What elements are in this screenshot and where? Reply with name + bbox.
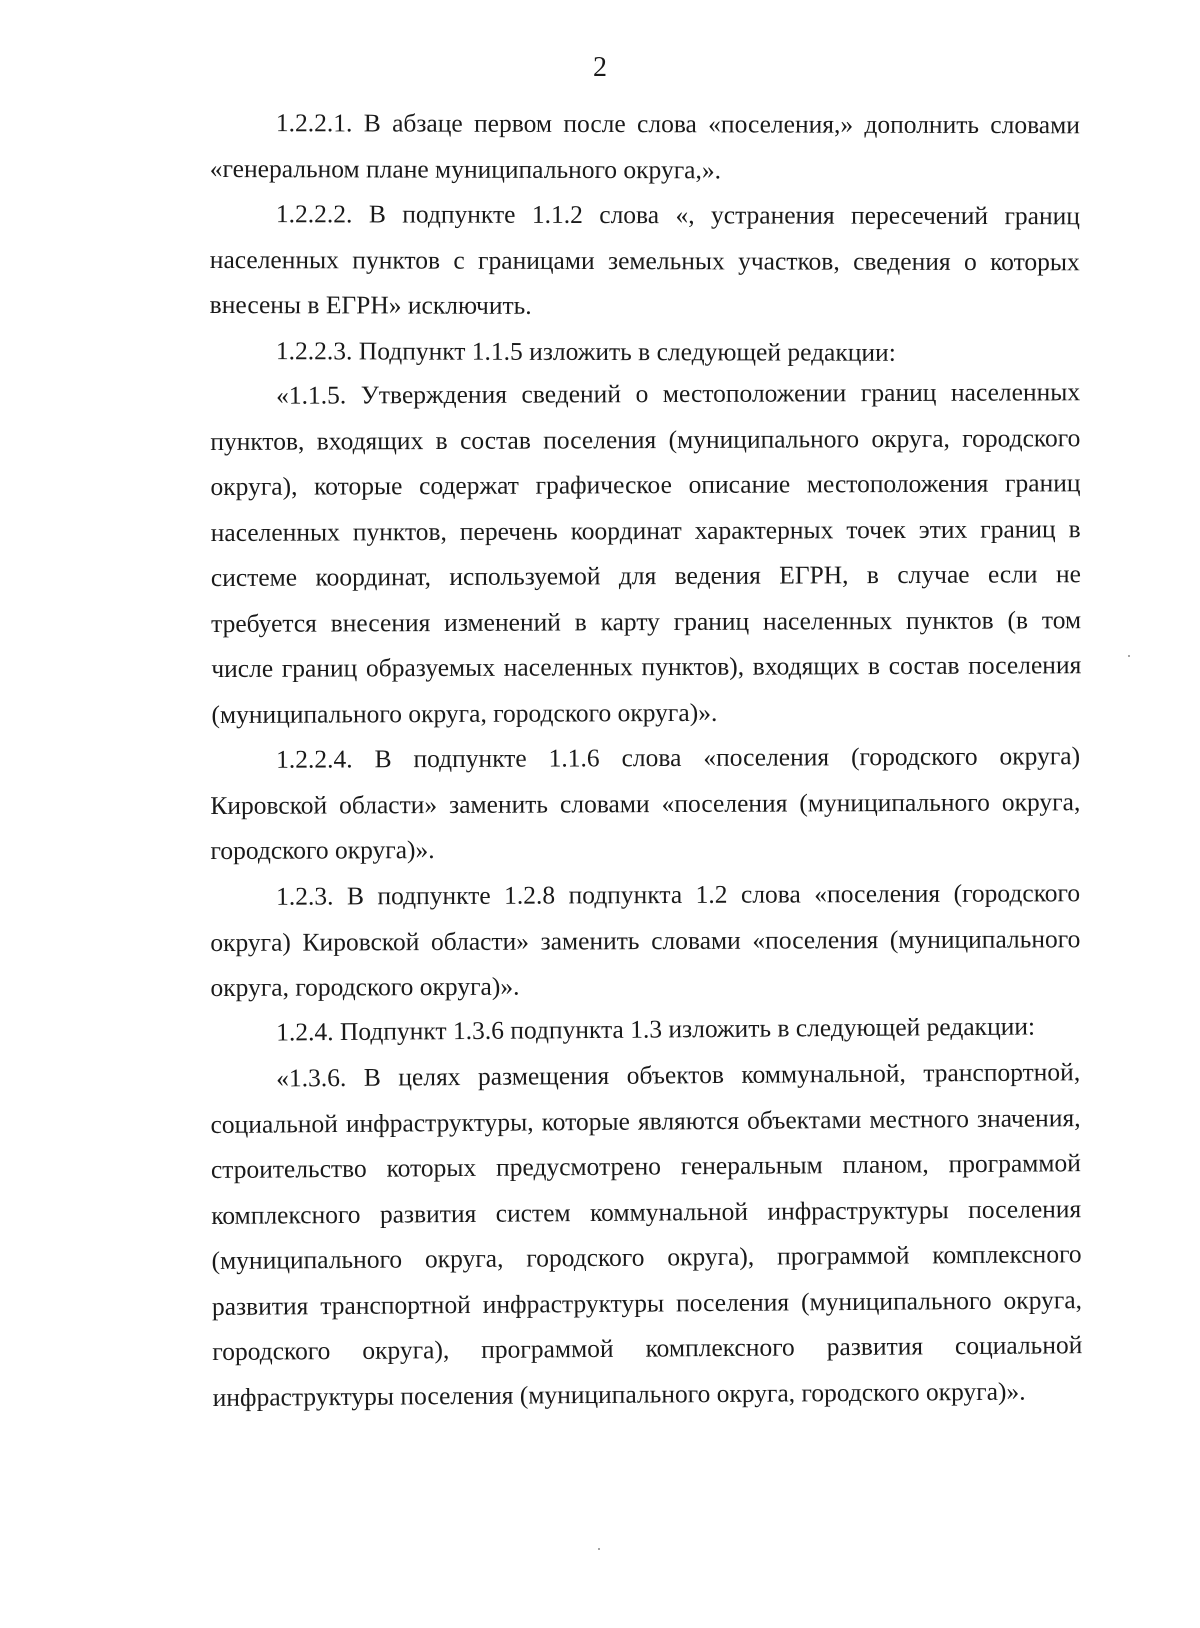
paragraph-1-2-3: 1.2.3. В подпункте 1.2.8 подпункта 1.2 слова «поселения (городского округа) Кировской области» заменить словами «поселения (муниципального округа, городского округа)». (210, 877, 1081, 1002)
document-body (209, 100, 1083, 1420)
scan-speck (1128, 655, 1130, 657)
paragraph-1-2-2-2: 1.2.2.2. В подпункте 1.1.2 слова «, устранения пересечений границ населенных пунктов с границами земельных участков, сведения о которых внесены в ЕГРН» исключить. (209, 199, 1080, 320)
paragraph-quote-1-3-6: «1.3.6. В целях размещения объектов коммунальной, транспортной, социальной инфраструктуры, которые являются объектами местного значения, строительство которых предусмотрено генеральным планом, программой комплексного развития систем коммунальной инфраструктуры поселения (муниципального округа, городского округа), программой комплексного развития транспортной инфраструктуры поселения (муниципального округа, городского округа), программой комплексного развития социальной инфраструктуры поселения (муниципального округа, городского округа)». (210, 1056, 1083, 1411)
paragraph-1-2-2-3: 1.2.2.3. Подпункт 1.1.5 изложить в следующей редакции: (275, 335, 896, 367)
scan-speck (598, 1548, 600, 1550)
paragraph-1-2-2-1: 1.2.2.1. В абзаце первом после слова «поселения,» дополнить словами «генеральном плане муниципального округа,». (209, 108, 1080, 184)
paragraph-quote-1-1-5: «1.1.5. Утверждения сведений о местоположении границ населенных пунктов, входящих в состав поселения (муниципального округа, городского округа), которые содержат графическое описание местоположения границ населенных пунктов, перечень координат характерных точек этих границ в системе координат, используемой для ведения ЕГРН, в случае если не требуется внесения изменений в карту границ населенных пунктов (в том числе границ образуемых населенных пунктов), входящих в состав поселения (муниципального округа, городского округа)». (210, 377, 1082, 729)
paragraph-1-2-4: 1.2.4. Подпункт 1.3.6 подпункта 1.3 изложить в следующей редакции: (276, 1011, 1036, 1047)
paragraph-1-2-2-4: 1.2.2.4. В подпункте 1.1.6 слова «поселения (городского округа) Кировской области» заменить словами «поселения (муниципального округа, городского округа)». (210, 741, 1081, 865)
page-number: 2 (593, 52, 607, 83)
